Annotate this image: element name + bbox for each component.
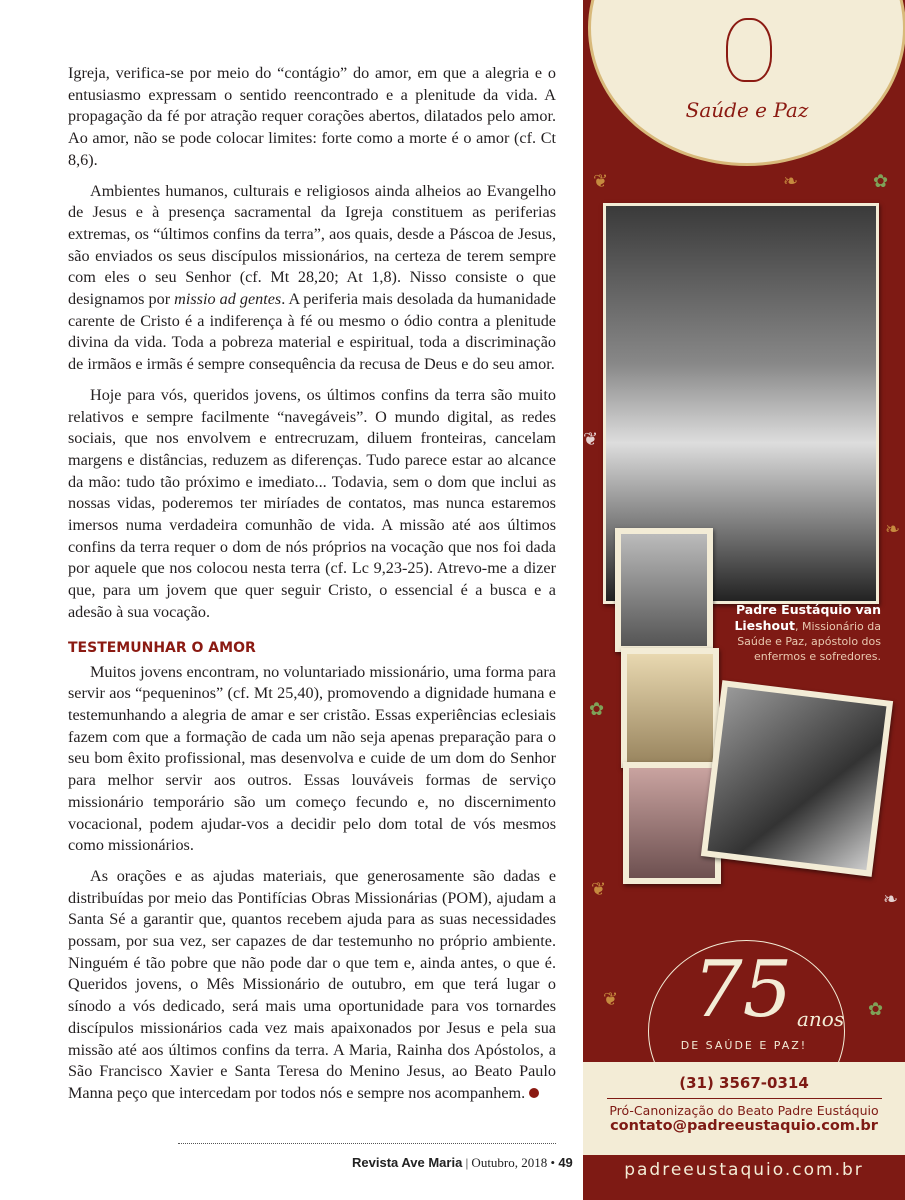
caption-name: Padre Eustáquio van Lieshout bbox=[734, 602, 881, 633]
text: . A periferia mais desolada da humanidade carente de Cristo é a indiferença à fé ou mesmo o ódio contra a plenitude divina da vida. Toda a pobreza material e espiritual, toda a discriminação de irmãos e irmãs é sempre consequência da recusa de Deus e do seu amor. bbox=[68, 290, 556, 374]
flower-icon: ✿ bbox=[873, 171, 889, 191]
anniversary-number: 75 bbox=[693, 945, 793, 1035]
flower-icon: ✿ bbox=[868, 999, 884, 1019]
leaf-icon: ❦ bbox=[583, 429, 599, 449]
website-link[interactable]: padreeustaquio.com.br bbox=[624, 1160, 864, 1180]
email-link[interactable]: contato@padreeustaquio.com.br bbox=[610, 1118, 878, 1134]
photo-street bbox=[621, 648, 719, 768]
leaf-icon: ❧ bbox=[885, 519, 901, 539]
emphasis: missio ad gentes bbox=[174, 290, 282, 309]
flower-icon: ✿ bbox=[589, 699, 605, 719]
photo-priest bbox=[615, 528, 713, 652]
paragraph: Hoje para vós, queridos jovens, os últimos confins da terra são muito relativos e sempre facilmente “navegáveis”. O mundo digital, as redes sociais, que nos envolvem e entrecruzam, diluem fronteiras, cancelam margens e distâncias, reduzem as diferenças. Tudo parece estar ao alcance da mão: tudo tão próximo e imediato... Todavia, sem o dom que inclui as nossas vidas, poderemos ter miríades de contatos, mas nunca estaremos imersos numa verdadeira comunhão de vida. A missão até aos últimos confins da terra requer o dom de nós próprios na vocação que nos foi dada por aquele que nos colocou nesta terra (cf. Lc 9,23-25). Atrevo-me a dizer que, para um jovem que quer seguir Cristo, o essencial é a busca e a adesão à sua vocação. bbox=[68, 385, 556, 621]
magazine-name: Revista Ave Maria bbox=[352, 1155, 463, 1170]
phone-number[interactable]: (31) 3567-0314 bbox=[679, 1074, 809, 1092]
paragraph: Muitos jovens encontram, no voluntariado missionário, uma forma para servir aos “pequeninos” (cf. Mt 25,40), promovendo a dignidade humana e testemunhando a alegria de amar e ser cristão. Essas experiências eclesiais fazem com que a formação de cada um não seja apenas preparação para o seu bom êxito profissional, mas desenvolva e cuide de um dom do Senhor para melhor servir aos outros. Essas louváveis formas de serviço missionário temporário são um começo fecundo e, no discernimento vocacional, podem ajudar-vos a decidir pelo dom total de vós mesmos como missionários. bbox=[68, 662, 556, 855]
leaf-icon: ❦ bbox=[591, 879, 607, 899]
saude-e-paz-logo bbox=[588, 0, 905, 166]
advertisement bbox=[583, 0, 905, 1200]
logo-text: Saúde e Paz bbox=[685, 98, 809, 122]
issue-date: | Outubro, 2018 • bbox=[465, 1155, 556, 1170]
anniversary-word: anos bbox=[797, 1007, 845, 1031]
text: As orações e as ajudas materiais, que generosamente são dadas e distribuídas por meio das Pontifícias Obras Missionárias (POM), ajudam a Santa Sé a garantir que, quantos recebem ajuda para as suas necessidades possam, por sua vez, ser capazes de dar testemunho no próprio ambiente. Ninguém é tão pobre que não pode dar o que tem e, ainda antes, o que é. Queridos jovens, o Mês Missionário de outubro, em que terá lugar o sínodo a vós dedicado, será mais uma oportunidade para vos tornardes discípulos missionários cada vez mais apaixonados por Jesus e pela sua missão até aos últimos confins da terra. A Maria, Rainha dos Apóstolos, a São Francisco Xavier e Santa Teresa do Menino Jesus, ao Beato Paulo Manna peço que intercedam por todos nós e sempre nos acompanhem. bbox=[68, 866, 556, 1102]
leaf-icon: ❦ bbox=[603, 989, 619, 1009]
section-heading: TESTEMUNHAR O AMOR bbox=[68, 639, 256, 656]
cause-text: Pró-Canonização do Beato Padre Eustáquio bbox=[609, 1103, 879, 1118]
footer-rule bbox=[178, 1143, 556, 1144]
portrait-photo bbox=[701, 680, 893, 877]
paragraph: Igreja, verifica-se por meio do “contágio” do amor, em que a alegria e o entusiasmo expressam o sentido reencontrado e a plenitude da vida. A propagação da fé por atração requer corações abertos, dilatados pelo amor. Ao amor, não se pode colocar limites: forte como a morte é o amor (cf. Ct 8,6). bbox=[68, 64, 556, 169]
paragraph bbox=[68, 866, 556, 1105]
leaf-icon: ❧ bbox=[783, 171, 799, 191]
leaf-icon: ❧ bbox=[883, 889, 899, 909]
anniversary-subtitle: DE SAÚDE E PAZ! bbox=[680, 1039, 808, 1052]
text: Ambientes humanos, culturais e religiosos ainda alheios ao Evangelho de Jesus e à presença sacramental da Igreja constituem as periferias extremas, os “últimos confins da terra”, aos quais, desde a Páscoa de Jesus, são enviados os seus discípulos missionários, na certeza de terem sempre com eles o seu Senhor (cf. Mt 28,20; At 1,8). Nisso consiste o que designamos por bbox=[68, 181, 556, 309]
article-body bbox=[68, 63, 556, 1114]
end-mark-icon bbox=[529, 1088, 539, 1098]
priest-portrait-icon bbox=[726, 18, 772, 82]
page-number: 49 bbox=[558, 1155, 573, 1170]
caption-text: , Missionário da Saúde e Paz, apóstolo dos enfermos e sofredores. bbox=[737, 620, 881, 663]
photo-caption bbox=[733, 602, 881, 664]
leaf-icon: ❦ bbox=[593, 171, 609, 191]
divider bbox=[607, 1098, 882, 1099]
paragraph bbox=[68, 181, 556, 376]
contact-box bbox=[583, 1062, 905, 1155]
page-footer bbox=[352, 1155, 573, 1171]
